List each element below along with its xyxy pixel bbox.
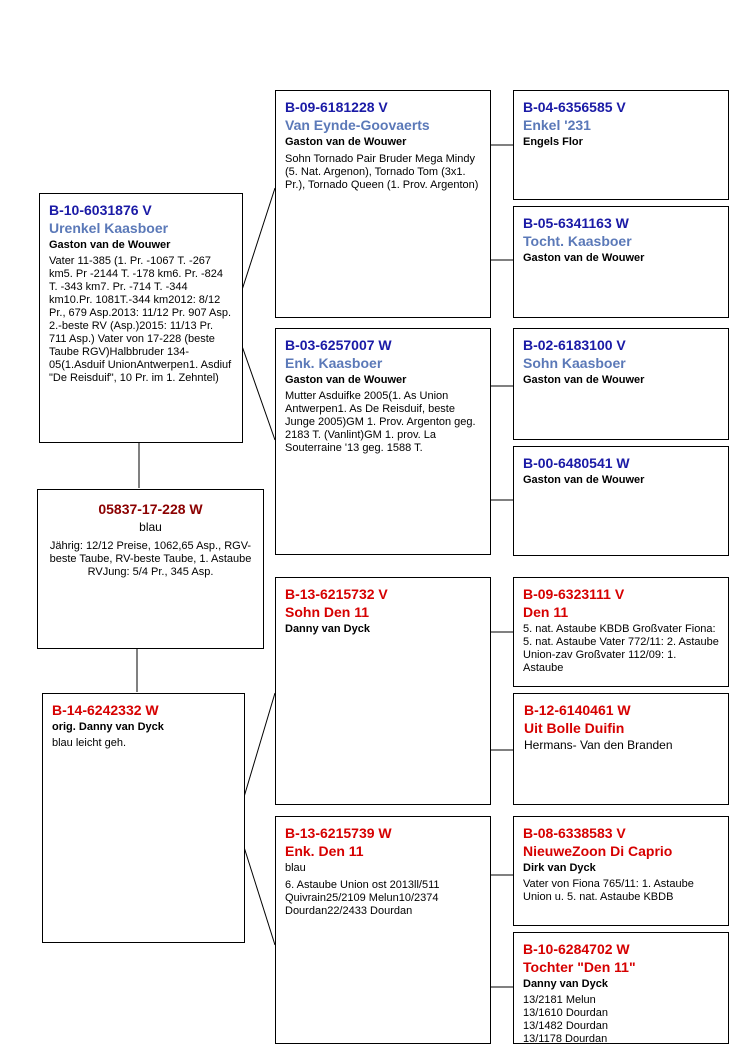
mmf-box <box>513 816 729 926</box>
fmf-owner: Gaston van de Wouwer <box>523 374 645 386</box>
mff-name: Den 11 <box>523 604 569 620</box>
mmm-info-line: 13/1610 Dourdan <box>523 1007 609 1019</box>
fmm-owner: Gaston van de Wouwer <box>523 474 645 486</box>
ffm-name: Tocht. Kaasboer <box>523 233 632 249</box>
subject-color: blau <box>139 520 162 534</box>
ffm-owner: Gaston van de Wouwer <box>523 252 645 264</box>
ff-owner: Gaston van de Wouwer <box>285 136 407 148</box>
mmf-name: NieuweZoon Di Caprio <box>523 843 673 859</box>
mm-info: 6. Astaube Union ost 2013ll/511 Quivrain25/2109 Melun10/2374 Dourdan22/2433 Dourdan <box>285 879 440 917</box>
father-ring-number: B-10-6031876 V <box>49 202 152 218</box>
mother-info: blau leicht geh. <box>52 737 126 749</box>
subject-box <box>37 489 264 649</box>
fm-info: Mutter Asduifke 2005(1. As Union Antwerpen1. As De Reisduif, beste Junge 2005)GM 1. Prov. Argenton geg. 2183 T. (Vanlint)GM 1. prov. La Souterraine '13 geg. 1588 T. <box>285 390 476 454</box>
mmm-info-line: 13/2181 Melun <box>523 994 596 1006</box>
mf-owner: Danny van Dyck <box>285 623 370 635</box>
mother-box <box>42 693 245 943</box>
mmm-ring-number: B-10-6284702 W <box>523 941 630 957</box>
mmm-name: Tochter "Den 11" <box>523 959 636 975</box>
mmm-box <box>513 932 729 1044</box>
mff-info: 5. nat. Astaube KBDB Großvater Fiona: 5. nat. Astaube Vater 772/11: 2. Astaube Union-zav Großvater 112/09: 1. Astaube <box>523 623 719 674</box>
fff-ring-number: B-04-6356585 V <box>523 99 626 115</box>
fff-owner: Engels Flor <box>523 136 583 148</box>
ffm-ring-number: B-05-6341163 W <box>523 215 629 231</box>
fm-name: Enk. Kaasboer <box>285 355 383 371</box>
father-owner: Gaston van de Wouwer <box>49 239 171 251</box>
maternal-grandmother-box <box>275 816 491 1044</box>
mfm-ring-number: B-12-6140461 W <box>524 702 631 718</box>
fff-name: Enkel '231 <box>523 117 591 133</box>
ff-name: Van Eynde-Goovaerts <box>285 117 430 133</box>
fm-owner: Gaston van de Wouwer <box>285 374 407 386</box>
mmf-owner: Dirk van Dyck <box>523 862 596 874</box>
mmf-ring-number: B-08-6338583 V <box>523 825 626 841</box>
mfm-info: Hermans- Van den Branden <box>524 738 673 752</box>
connector-line <box>242 188 275 290</box>
mff-box <box>513 577 729 687</box>
subject-ring-number: 05837-17-228 W <box>98 501 203 517</box>
paternal-grandmother-box <box>275 328 491 555</box>
fmm-ring-number: B-00-6480541 W <box>523 455 630 471</box>
father-name: Urenkel Kaasboer <box>49 220 169 236</box>
fmf-name: Sohn Kaasboer <box>523 355 626 371</box>
mm-ring-number: B-13-6215739 W <box>285 825 392 841</box>
mmm-info-line: 13/1178 Dourdan <box>523 1033 608 1044</box>
ff-info: Sohn Tornado Pair Bruder Mega Mindy (5. Nat. Argenon), Tornado Tom (3x1. Pr.), Tornado Queen (1. Prov. Argenton) <box>285 153 479 191</box>
mm-color: blau <box>285 862 306 874</box>
mf-ring-number: B-13-6215732 V <box>285 586 388 602</box>
mmm-info-line: 13/1482 Dourdan <box>523 1020 609 1032</box>
connector-line <box>242 346 275 440</box>
father-info: Vater 11-385 (1. Pr. -1067 T. -267 km5. Pr -2144 T. -178 km6. Pr. -824 T. -343 km7. Pr. -714 T. -344 km10.Pr. 1081T.-344 km2012: 8/12 Pr., 679 Asp.2013: 11/12 Pr. 907 Asp. 2.-beste RV (Asp.)2015: 11/13 Pr. 711 Asp.) Vater von 17-228 (beste Taube RGV)Halbbruder 134-05(1.Asduif UnionAntwerpen1. Asdiuf "De Reisduif", 10 Pr. im 1. Zehntel) <box>49 255 232 384</box>
mmm-owner: Danny van Dyck <box>523 978 608 990</box>
mm-name: Enk. Den 11 <box>285 843 364 859</box>
mother-owner: orig. Danny van Dyck <box>52 721 164 733</box>
mfm-box <box>513 693 729 805</box>
connector-line <box>244 693 275 797</box>
father-box <box>39 193 243 443</box>
fmf-box <box>513 328 729 440</box>
maternal-grandfather-box <box>275 577 491 805</box>
mmf-info: Vater von Fiona 765/11: 1. Astaube Union u. 5. nat. Astaube KBDB <box>523 878 694 903</box>
fmm-box <box>513 446 729 556</box>
fff-box <box>513 90 729 200</box>
fmf-ring-number: B-02-6183100 V <box>523 337 626 353</box>
connector-line <box>244 847 275 945</box>
paternal-grandfather-box <box>275 90 491 318</box>
mff-ring-number: B-09-6323111 V <box>523 586 625 602</box>
mf-name: Sohn Den 11 <box>285 604 370 620</box>
ff-ring-number: B-09-6181228 V <box>285 99 388 115</box>
subject-info: Jährig: 12/12 Preise, 1062,65 Asp., RGV-beste Taube, RV-beste Taube, 1. Astaube RVJung: 5/4 Pr., 345 Asp. <box>49 540 252 578</box>
mfm-name: Uit Bolle Duifin <box>524 720 625 736</box>
fm-ring-number: B-03-6257007 W <box>285 337 392 353</box>
mother-ring-number: B-14-6242332 W <box>52 702 159 718</box>
ffm-box <box>513 206 729 318</box>
